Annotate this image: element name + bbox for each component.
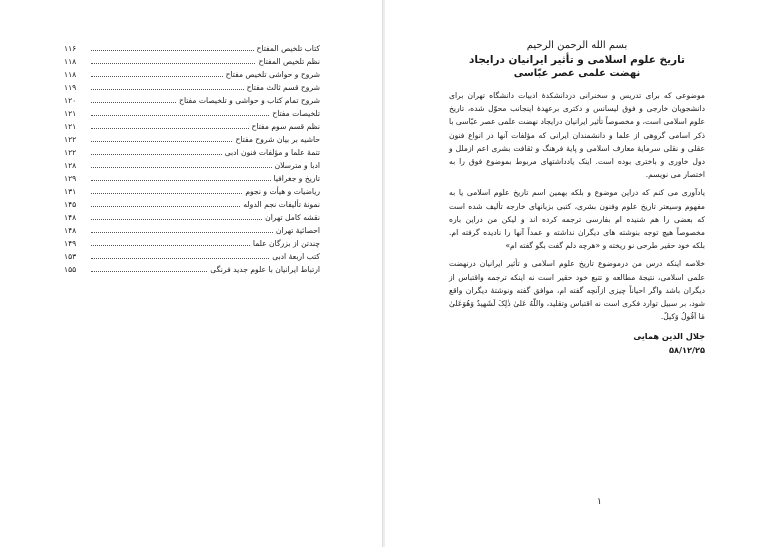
paragraph-1: موضوعی که برای تدریس و سخنرانی دردانشکدهٔ ادبیات دانشگاه تهران برای دانشجویان خارجی و فوق لیسانس و دکتری برعهدهٔ اینجانب محوّل شده، تاریخ علوم اسلامی است، و مخصوصاً تأثیر ایرانیان درایجاد نهضت علمی عصر عبّاسی با ذکر اسامی گروهی از علما و دانشمندان ایرانی که مؤلفات آنها در انواع فنون عقلی و نقلی سرمایهٔ معارف اسلامی و پایهٔ فرهنگ و ثقافت بشری اعم ازملل و دول خاوری و باختری بوده است. اینک یادداشتهای مربوط بموضوع فوق را به اختصار می نویسم. — [449, 91, 705, 180]
toc-entry-page: ۱۲۲ — [64, 148, 77, 157]
toc-leader-dots — [91, 146, 222, 155]
toc-leader-dots — [91, 250, 269, 259]
toc-entry-page: ۱۱۸ — [64, 57, 77, 66]
page-title: تاریخ علوم اسلامی و تأثیر ایرانیان درایجاد — [469, 54, 685, 66]
toc-entry — [64, 133, 320, 146]
toc-entry-page: ۱۴۹ — [64, 239, 77, 248]
toc-entry-title: نظم تلخیص المفتاح — [258, 57, 320, 66]
toc-entry-page: ۱۲۹ — [64, 174, 77, 183]
author-signature: جلال الدین همایی — [633, 331, 705, 342]
toc-leader-dots — [91, 172, 271, 181]
paragraph-2: یادآوری می کنم که دراین موضوع و بلکه بهمین اسم تاریخ علوم اسلامی یا به مفهوم وسیعتر تاریخ علوم وفنون بشری، کتبی بزبانهای خارجه تألیف شده است که بعضی را هم شنیده ام بفارسی ترجمه کرده اند و لیکن من دراین باره مخصوصاً هیچ توجه بنوشته های دیگران نداشته و عمداً آنها را نادیده گرفته ام. بلکه خود حقیر طرحی نو ریخته و «هرچه دلم گفت بگو گفته ام» — [449, 188, 705, 251]
signature-date: ۵۸/۱۲/۲۵ — [669, 345, 705, 356]
table-of-contents — [64, 42, 320, 276]
toc-entry-page: ۱۲۸ — [64, 161, 77, 170]
toc-entry — [64, 172, 320, 185]
toc-entry-title: شروح تمام کتاب و حواشی و تلخیصات مفتاح — [179, 96, 320, 105]
toc-entry — [64, 263, 320, 276]
page-content — [449, 40, 705, 357]
toc-entry-page: ۱۵۵ — [64, 265, 77, 274]
page-number: ۱ — [597, 497, 602, 507]
toc-leader-dots — [91, 263, 207, 272]
toc-leader-dots — [91, 120, 249, 129]
right-page — [385, 0, 768, 547]
toc-leader-dots — [91, 68, 223, 77]
toc-entry — [64, 107, 320, 120]
toc-entry-title: شروح و حواشی تلخیص مفتاح — [225, 70, 320, 79]
toc-leader-dots — [91, 237, 250, 246]
toc-entry-page: ۱۱۶ — [64, 44, 77, 53]
toc-leader-dots — [91, 55, 255, 64]
toc-entry — [64, 224, 320, 237]
toc-entry-title: تاریخ و جغرافیا — [273, 174, 320, 183]
toc-entry — [64, 120, 320, 133]
toc-entry-title: کتب اربعهٔ ادبی — [272, 252, 320, 261]
basmala: بسم الله الرحمن الرحیم — [526, 40, 628, 51]
toc-entry — [64, 185, 320, 198]
toc-leader-dots — [91, 107, 269, 116]
toc-leader-dots — [91, 42, 254, 51]
toc-entry-title: نمونهٔ تألیفات نجم الدوله — [243, 200, 320, 209]
toc-entry — [64, 68, 320, 81]
toc-entry — [64, 211, 320, 224]
toc-leader-dots — [91, 198, 240, 207]
toc-entry-page: ۱۳۱ — [64, 187, 77, 196]
toc-entry-title: ادبا و مترسلان — [274, 161, 320, 170]
toc-entry-page: ۱۲۱ — [64, 109, 77, 118]
toc-entry-page: ۱۵۳ — [64, 252, 77, 261]
toc-entry-page: ۱۴۸ — [64, 213, 77, 222]
toc-entry-title: حاشیه بر بیان شروح مفتاح — [235, 135, 320, 144]
toc-entry-page: ۱۱۸ — [64, 70, 77, 79]
toc-entry-title: ریاضیات و هیأت و نجوم — [245, 187, 320, 196]
toc-entry-title: تتمهٔ علما و مؤلفات فنون ادبی — [224, 148, 320, 157]
toc-entry — [64, 237, 320, 250]
toc-entry-page: ۱۲۰ — [64, 96, 77, 105]
toc-entry-title: ارتباط ایرانیان با علوم جدید فرنگی — [210, 265, 320, 274]
toc-leader-dots — [91, 211, 262, 220]
paragraph-3: خلاصه اینکه درس من درموضوع تاریخ علوم اسلامی و تأثیر ایرانیان درنهضت علمی اسلامی، نتیجهٔ مطالعه و تتبع خود حقیر است نه اینکه ترجمه واقتباس از دیگران باشد واگر احیاناً چیزی ازآنچه گفته ام، موافق گفته ونوشتهٔ دیگران واقع شود، بر سبیل توارد فکری است نه اقتباس وتقلید، واللّهُ عَلیٰ ذٰلِکَ لَشَهیدٌ وَهُوَعَلیٰ مٰا اَقُولُ وَکیلٌ. — [449, 259, 705, 322]
toc-entry-title: احصائیهٔ تهران — [275, 226, 320, 235]
toc-entry-page: ۱۴۵ — [64, 200, 77, 209]
toc-entry — [64, 146, 320, 159]
left-page — [0, 0, 383, 547]
toc-entry-title: کتاب تلخیص المفتاح — [256, 44, 320, 53]
toc-entry — [64, 94, 320, 107]
toc-leader-dots — [91, 81, 244, 90]
toc-entry-page: ۱۴۸ — [64, 226, 77, 235]
toc-leader-dots — [91, 224, 273, 233]
toc-entry-title: شروح قسم ثالث مفتاح — [246, 83, 320, 92]
toc-leader-dots — [91, 133, 232, 142]
toc-entry — [64, 198, 320, 211]
toc-entry-title: نظم قسم سوم مفتاح — [251, 122, 320, 131]
toc-entry-title: نقشه کامل تهران — [265, 213, 320, 222]
page-subtitle: نهضت علمی عصر عبّاسی — [513, 68, 641, 79]
toc-entry — [64, 42, 320, 55]
toc-entry-page: ۱۲۱ — [64, 122, 77, 131]
toc-entry-title: تلخیصات مفتاح — [272, 109, 320, 118]
toc-entry-page: ۱۲۲ — [64, 135, 77, 144]
toc-leader-dots — [91, 159, 272, 168]
toc-entry — [64, 81, 320, 94]
toc-leader-dots — [91, 185, 242, 194]
toc-entry — [64, 250, 320, 263]
toc-entry — [64, 55, 320, 68]
toc-leader-dots — [91, 94, 176, 103]
toc-entry-page: ۱۱۹ — [64, 83, 77, 92]
toc-entry-title: چندتن از بزرگان علما — [252, 239, 320, 248]
toc-entry — [64, 159, 320, 172]
